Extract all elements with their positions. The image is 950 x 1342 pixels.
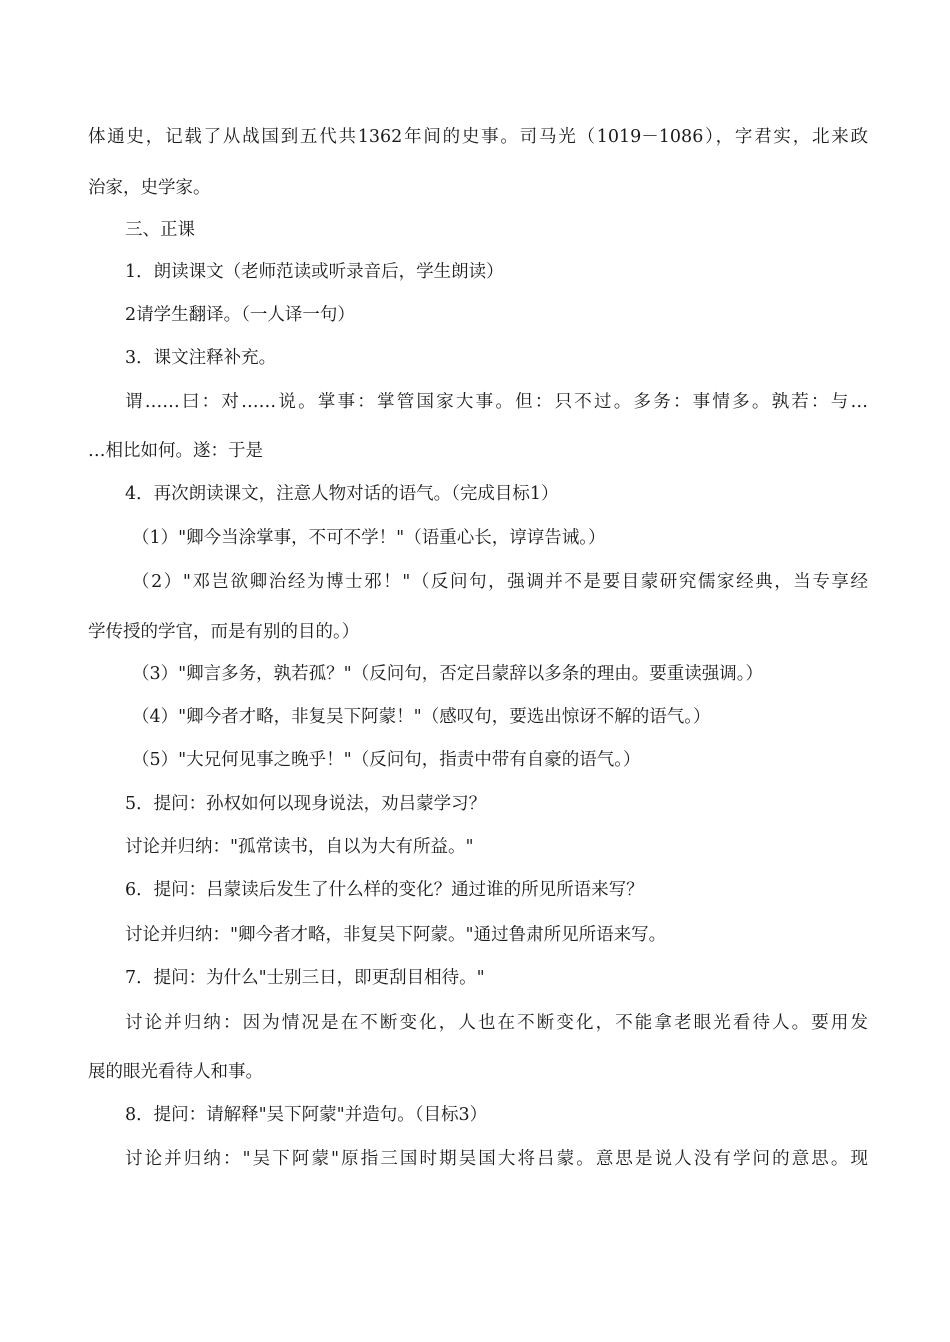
quote-item: （5）"大兄何见事之晚乎！"（反问句，指责中带有自豪的语气。） xyxy=(132,750,641,770)
paragraph-line: …相比如何。遂：于是 xyxy=(88,441,263,461)
paragraph-line: 谓……曰：对……说。掌事：掌管国家大事。但：只不过。多务：事情多。孰若：与… xyxy=(125,392,868,412)
paragraph-line: 讨论并归纳："卿今者才略，非复吴下阿蒙。"通过鲁肃所见所语来写。 xyxy=(125,925,667,945)
quote-item: （2）"邓岂欲卿治经为博士邪！"（反问句，强调并不是要目蒙研究儒家经典，当专享经 xyxy=(132,572,868,592)
section-heading: 三、正课 xyxy=(125,220,195,240)
list-item: 1．朗读课文（老师范读或听录音后，学生朗读） xyxy=(125,262,504,282)
quote-item: （3）"卿言多务，孰若孤？"（反问句，否定吕蒙辞以多条的理由。要重读强调。） xyxy=(132,664,763,684)
list-item: 6．提问：吕蒙读后发生了什么样的变化？通过谁的所见所语来写？ xyxy=(125,880,644,900)
list-item: 5．提问：孙权如何以现身说法，劝吕蒙学习？ xyxy=(125,794,487,814)
quote-item: （1）"卿今当涂掌事，不可不学！"（语重心长，谆谆告诫。） xyxy=(132,528,606,548)
paragraph-line: 体通史，记载了从战国到五代共1362年间的史事。司马光（1019－1086），字君实，北来政 xyxy=(88,127,868,147)
list-item: 7．提问：为什么"士别三日，即更刮目相待。" xyxy=(125,968,485,988)
list-item: 8．提问：请解释"吴下阿蒙"并造句。（目标3） xyxy=(125,1105,488,1125)
paragraph-line: 讨论并归纳："吴下阿蒙"原指三国时期吴国大将吕蒙。意思是说人没有学问的意思。现 xyxy=(125,1149,868,1169)
paragraph-line: 治家，史学家。 xyxy=(88,178,211,198)
list-item: 2请学生翻译。（一人译一句） xyxy=(125,305,355,325)
paragraph-line: 讨论并归纳：因为情况是在不断变化，人也在不断变化，不能拿老眼光看待人。要用发 xyxy=(125,1013,868,1033)
paragraph-line: 学传授的学官，而是有别的目的。） xyxy=(88,622,360,642)
quote-item: （4）"卿今者才略，非复吴下阿蒙！"（感叹句，要选出惊讶不解的语气。） xyxy=(132,707,711,727)
paragraph-line: 讨论并归纳："孤常读书，自以为大有所益。" xyxy=(125,837,474,857)
paragraph-line: 展的眼光看待人和事。 xyxy=(88,1062,263,1082)
list-item: 4．再次朗读课文，注意人物对话的语气。（完成目标1） xyxy=(125,484,559,504)
list-item: 3．课文注释补充。 xyxy=(125,348,277,368)
